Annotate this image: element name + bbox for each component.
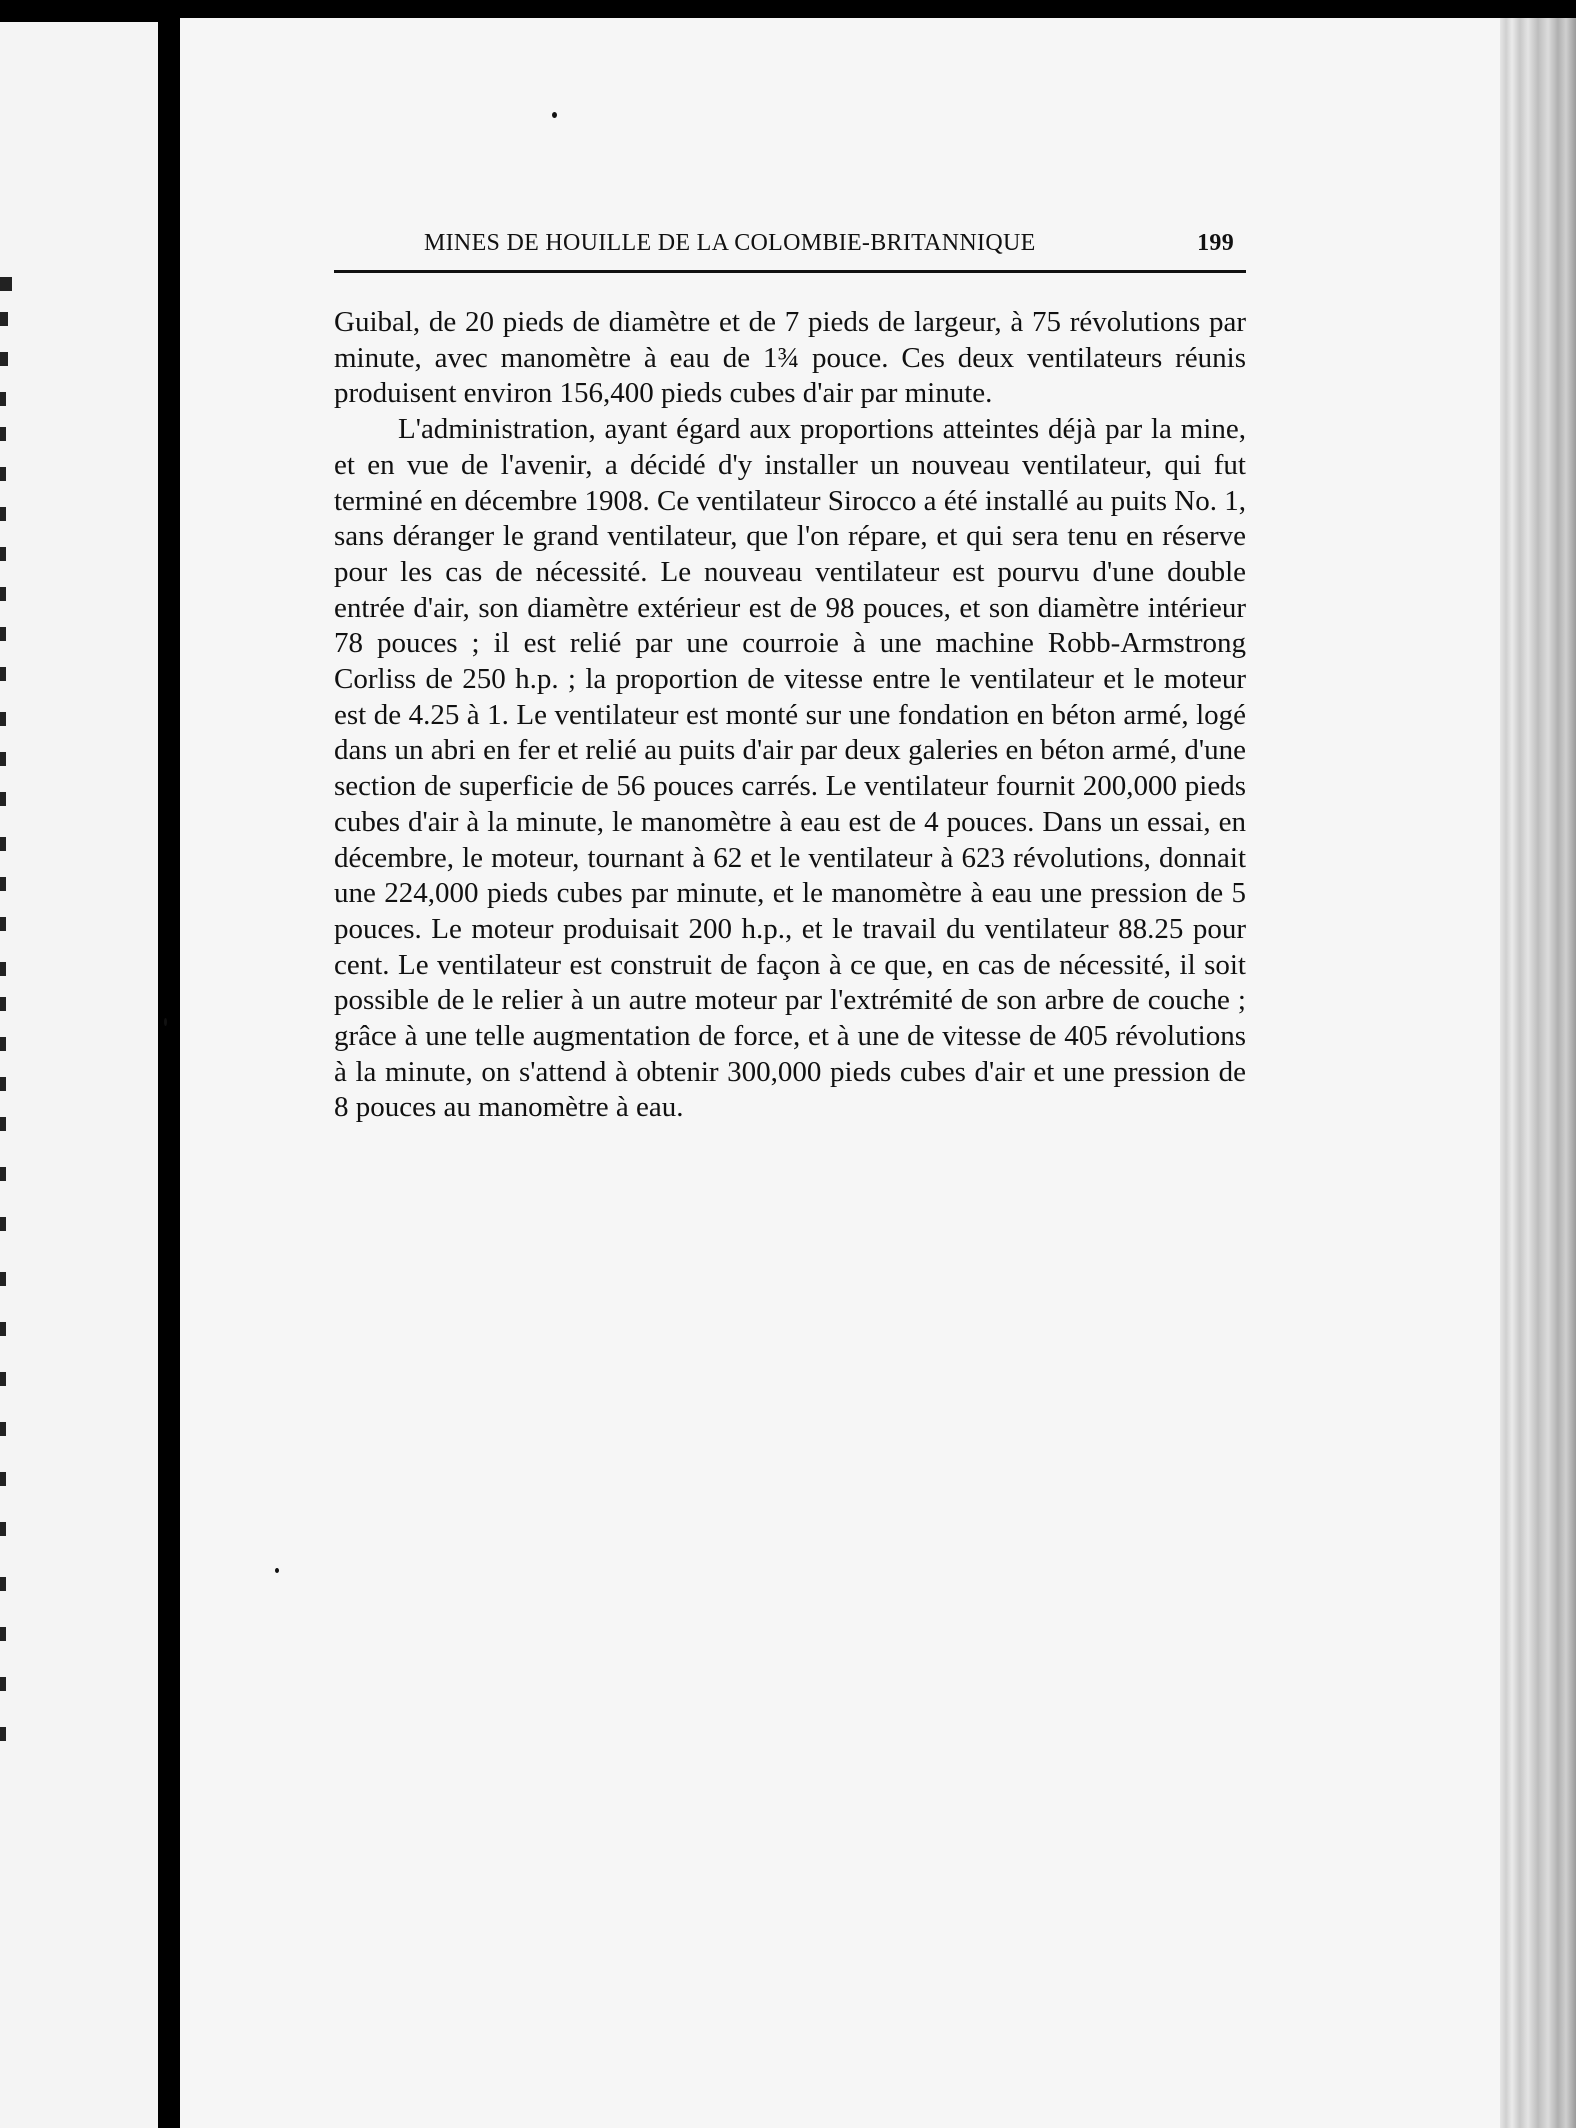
text-edge-mark — [0, 1627, 6, 1641]
text-edge-mark — [0, 587, 6, 601]
page-stack-edge — [1500, 18, 1576, 2128]
text-edge-mark — [0, 1037, 6, 1051]
body-text — [334, 305, 1246, 1126]
text-edge-mark — [0, 1322, 6, 1336]
text-edge-mark — [0, 1727, 6, 1741]
text-edge-mark — [0, 1372, 6, 1386]
running-head-title: MINES DE HOUILLE DE LA COLOMBIE-BRITANNIQUE — [424, 230, 1036, 256]
facing-page-text-edges — [0, 22, 18, 2128]
page-number: 199 — [1197, 230, 1234, 256]
text-edge-mark — [0, 837, 6, 851]
text-edge-mark — [0, 467, 6, 481]
paper-speck — [552, 112, 557, 118]
text-edge-mark — [0, 627, 6, 641]
text-edge-mark — [0, 1117, 6, 1131]
text-edge-mark — [0, 352, 8, 366]
text-edge-mark — [0, 1077, 6, 1091]
text-edge-mark — [0, 1167, 6, 1181]
text-edge-mark — [0, 997, 6, 1011]
paper-speck — [275, 1568, 279, 1573]
paper-speck — [164, 1018, 167, 1026]
text-edge-mark — [0, 1472, 6, 1486]
book-binding-gutter — [158, 22, 180, 2128]
text-edge-mark — [0, 667, 6, 681]
text-edge-mark — [0, 962, 6, 976]
text-edge-mark — [0, 792, 6, 806]
text-edge-mark — [0, 392, 6, 406]
text-edge-mark — [0, 312, 8, 326]
paragraph-continued: Guibal, de 20 pieds de diamètre et de 7 pieds de largeur, à 75 révolutions par minute, avec manomètre à eau de 1¾ pouce. Ces deux ventilateurs réunis produisent environ 156,400 pieds cubes d'air par minute. — [334, 306, 1246, 410]
facing-page-fragment — [0, 22, 158, 2128]
text-edge-mark — [0, 507, 6, 521]
text-edge-mark — [0, 1677, 6, 1691]
header-rule — [334, 270, 1246, 273]
text-edge-mark — [0, 277, 12, 291]
text-edge-mark — [0, 1577, 6, 1591]
text-edge-mark — [0, 877, 6, 891]
text-edge-mark — [0, 547, 6, 561]
text-edge-mark — [0, 1217, 6, 1231]
running-head — [424, 226, 1234, 266]
text-edge-mark — [0, 752, 6, 766]
text-edge-mark — [0, 427, 6, 441]
text-edge-mark — [0, 917, 6, 931]
text-edge-mark — [0, 1522, 6, 1536]
paragraph: L'administration, ayant égard aux proportions atteintes déjà par la mine, et en vue de l'avenir, a décidé d'y installer un nouveau ventilateur, qui fut terminé en décembre 1908. Ce ventilateur Sirocco a été installé au puits No. 1, sans déranger le grand ventilateur, que l'on répare, et qui sera tenu en réserve pour les cas de nécessité. Le nouveau ventilateur est pourvu d'une double entrée d'air, son diamètre extérieur est de 98 pouces, et son diamètre intérieur 78 pouces ; il est relié par une courroie à une machine Robb-Armstrong Corliss de 250 h.p. ; la proportion de vitesse entre le ventilateur et le moteur est de 4.25 à 1. Le ventilateur est monté sur une fondation en béton armé, logé dans un abri en fer et relié au puits d'air par deux galeries en béton armé, d'une section de superficie de 56 pouces carrés. Le ventilateur fournit 200,000 pieds cubes d'air à la minute, le manomètre à eau est de 4 pouces. Dans un essai, en décembre, le moteur, tournant à 62 et le ventilateur à 623 révolutions, donnait une 224,000 pieds cubes par minute, et le manomètre à eau une pression de 5 pouces. Le moteur produisait 200 h.p., et le travail du ventilateur 88.25 pour cent. Le ventilateur est construit de façon à ce que, en cas de nécessité, il soit possible de le relier à un autre moteur par l'extrémité de son arbre de couche ; grâce à une telle augmentation de force, et à une de vitesse de 405 révolutions à la minute, on s'attend à obtenir 300,000 pieds cubes d'air et une pression de 8 pouces au manomètre à eau. — [334, 413, 1246, 1124]
text-edge-mark — [0, 1272, 6, 1286]
text-edge-mark — [0, 1422, 6, 1436]
text-edge-mark — [0, 712, 6, 726]
